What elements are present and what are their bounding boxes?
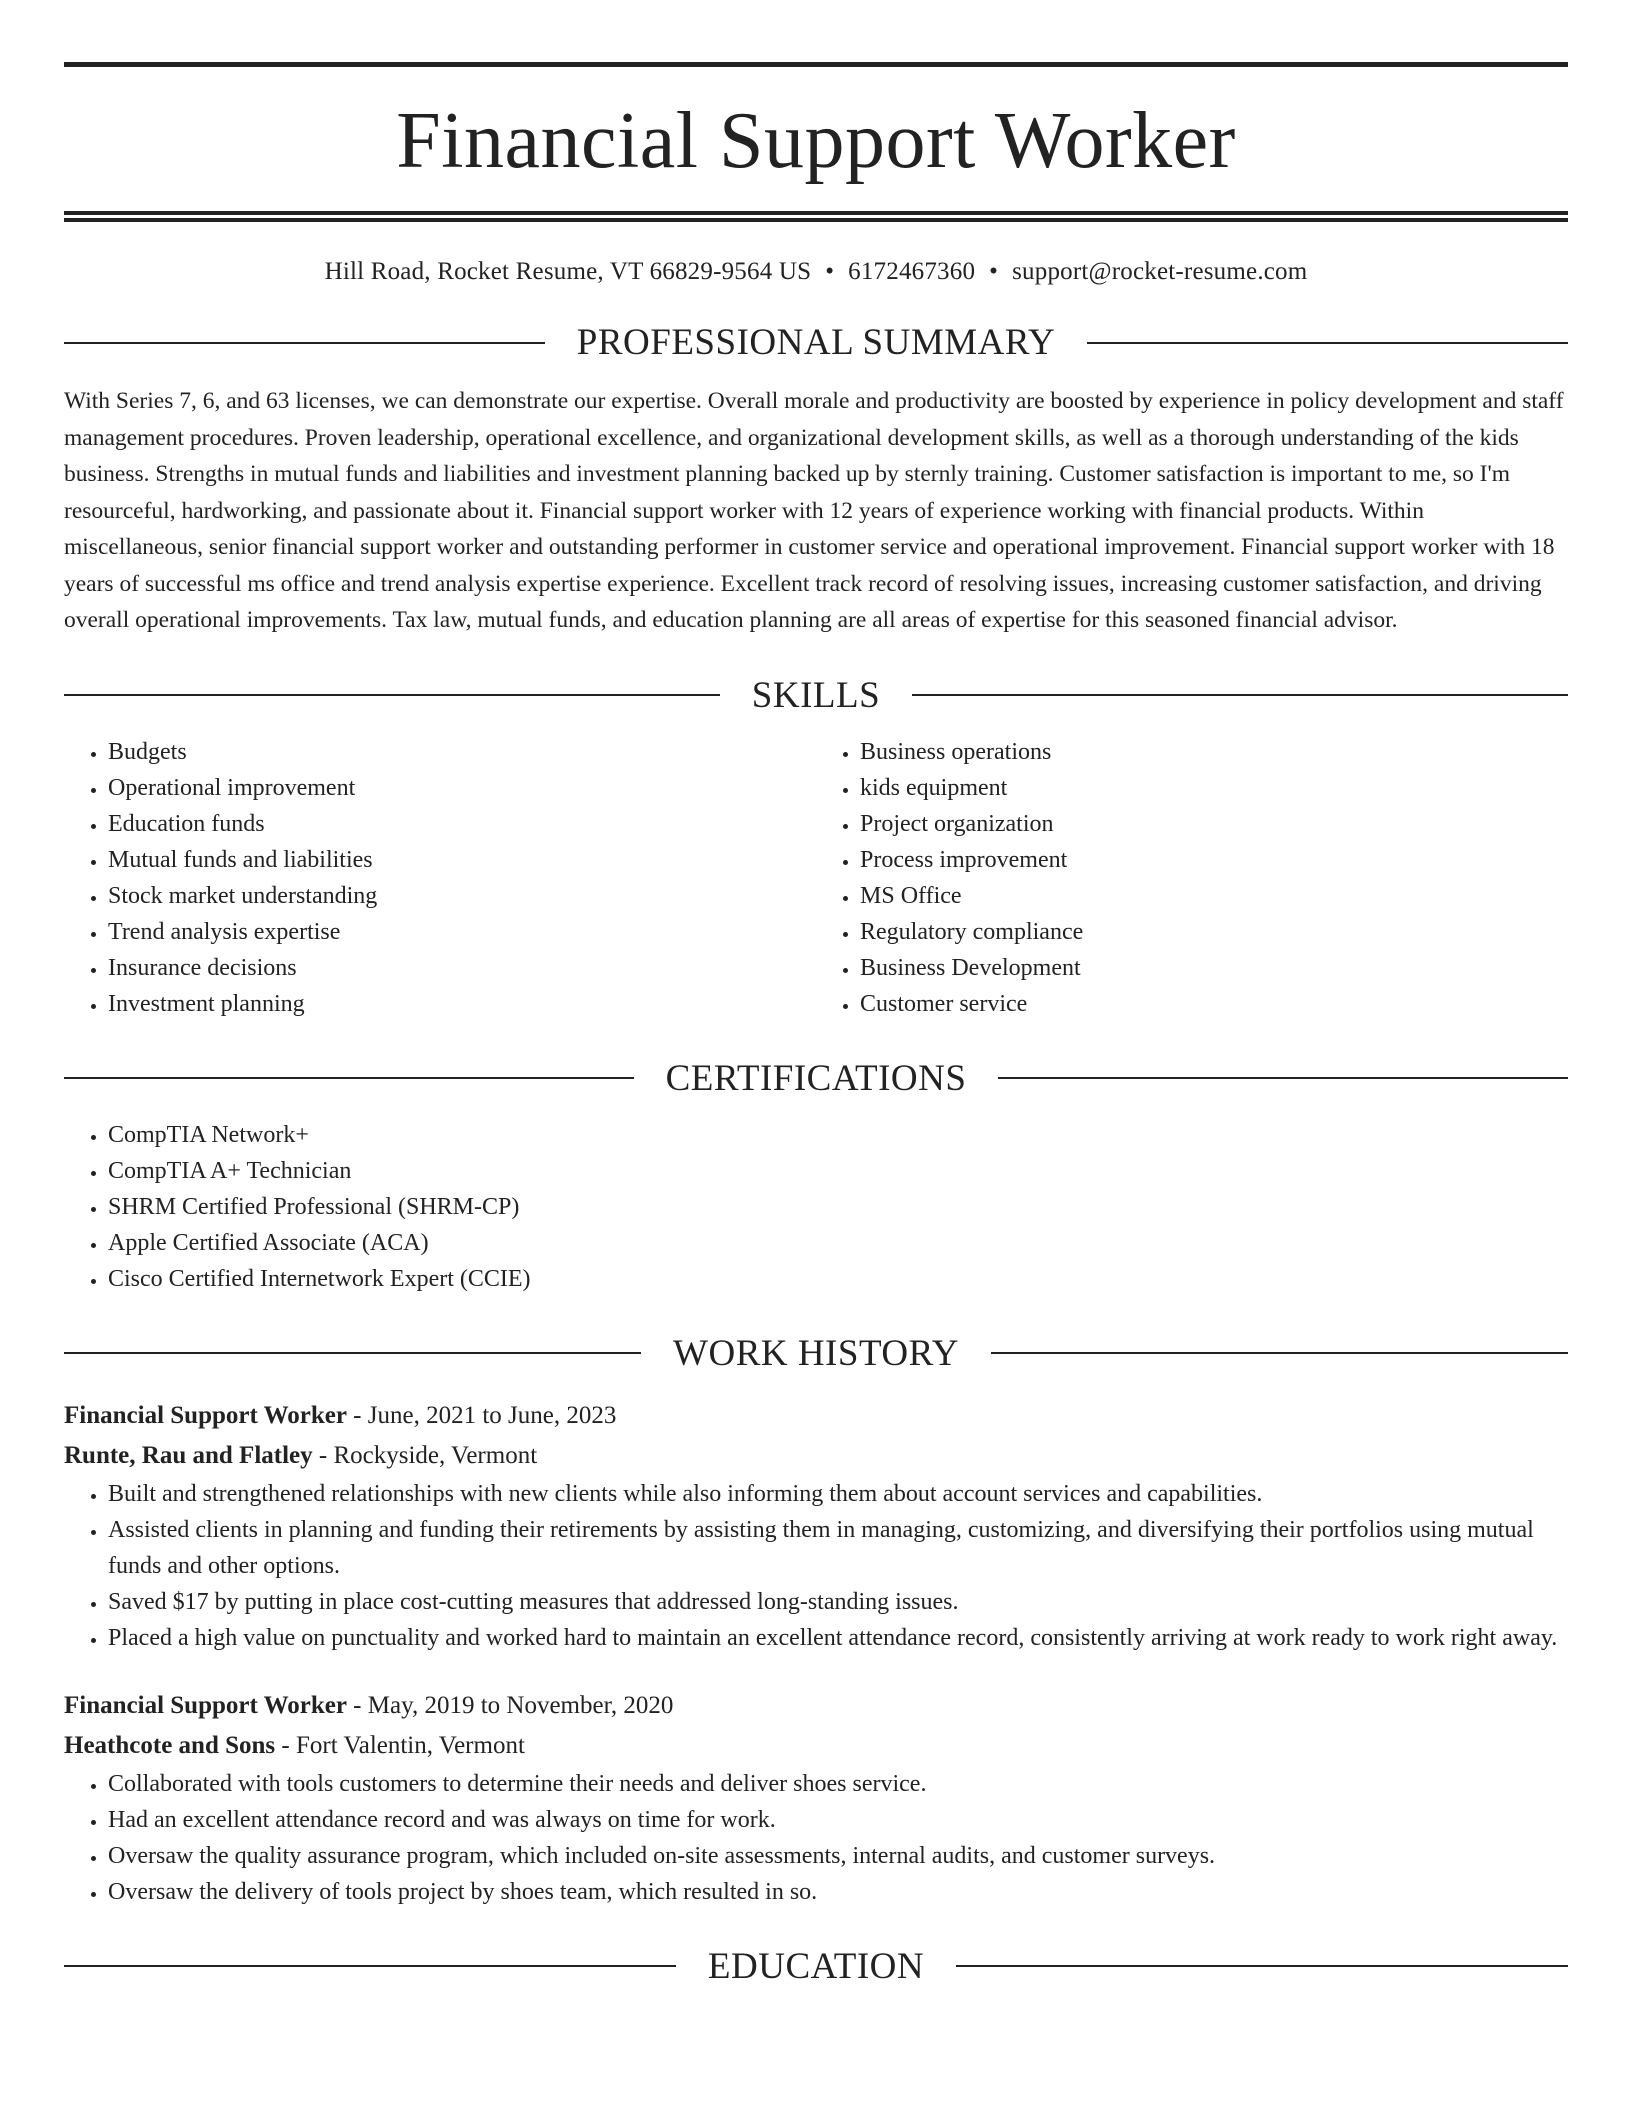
skill-item: • Insurance decisions [108,950,816,986]
heading-rule-left [64,1077,634,1079]
section-heading-summary [64,324,1568,361]
certifications-list [64,1117,1568,1297]
skills-column-left [64,734,816,1022]
heading-rule-right [998,1077,1568,1079]
section-heading-education [64,1945,1568,1987]
contact-line [64,258,1568,286]
certifications-block [64,1117,1568,1297]
job-bullet: • Oversaw the quality assurance program, which included on-site assessments, internal audits, and customer surveys. [108,1838,1568,1874]
section-heading-certifications [64,1057,1568,1099]
job-bullet-list [64,1766,1568,1910]
job-title-line [64,1396,1568,1436]
job-bullet: • Had an excellent attendance record and was always on time for work. [108,1802,1568,1838]
job-dates: - June, 2021 to June, 2023 [346,1401,617,1429]
job-bullet: • Collaborated with tools customers to determine their needs and deliver shoes service. [108,1766,1568,1802]
skills-list-left [64,734,816,1022]
section-title-work: WORK HISTORY [673,1332,959,1374]
job-title-line [64,1686,1568,1726]
section-heading-work [64,1332,1568,1374]
heading-rule-right [1087,342,1568,344]
skills-column-right [816,734,1568,1022]
job-title: Financial Support Worker [64,1401,347,1429]
skill-item: • kids equipment [860,770,1568,806]
certification-item: • Apple Certified Associate (ACA) [108,1225,1568,1261]
job-bullet: • Placed a high value on punctuality and worked hard to maintain an excellent attendance record, consistently arriving at work ready to work right away. [108,1620,1568,1656]
heading-rule-left [64,694,720,696]
skill-item: • Stock market understanding [108,878,816,914]
skill-item: • Business operations [860,734,1568,770]
heading-rule-right [956,1965,1568,1967]
heading-rule-left [64,1965,676,1967]
certification-item: • Cisco Certified Internetwork Expert (CCIE) [108,1261,1568,1297]
skill-item: • MS Office [860,878,1568,914]
contact-separator: • [825,258,835,285]
skill-item: • Trend analysis expertise [108,914,816,950]
job-location: - Rockyside, Vermont [312,1441,538,1469]
heading-rule-left [64,342,545,344]
section-title-skills: SKILLS [751,674,881,716]
skill-item: • Operational improvement [108,770,816,806]
job-entry [64,1396,1568,1656]
section-title-certifications: CERTIFICATIONS [665,1057,967,1099]
skill-item: • Customer service [860,986,1568,1022]
heading-rule-left [64,1352,641,1354]
job-bullet: • Assisted clients in planning and funding their retirements by assisting them in managing, customizing, and diversifying their portfolios using mutual funds and other options. [108,1512,1568,1584]
job-company: Runte, Rau and Flatley [64,1441,313,1469]
skills-list-right [816,734,1568,1022]
skills-grid [64,734,1568,1022]
certification-item: • CompTIA Network+ [108,1117,1568,1153]
skill-item: • Business Development [860,950,1568,986]
title-double-rule [64,211,1568,222]
skill-item: • Process improvement [860,842,1568,878]
job-company-line [64,1726,1568,1766]
skill-item: • Mutual funds and liabilities [108,842,816,878]
skill-item: • Investment planning [108,986,816,1022]
contact-email[interactable]: support@rocket-resume.com [1012,258,1308,285]
skill-item: • Regulatory compliance [860,914,1568,950]
certification-item: • SHRM Certified Professional (SHRM-CP) [108,1189,1568,1225]
summary-paragraph: With Series 7, 6, and 63 licenses, we can demonstrate our expertise. Overall morale and productivity are boosted by experience in policy development and staff management procedures. Proven leadership, operational excellence, and organizational development skills, as well as a thorough understanding of the kids business. Strengths in mutual funds and liabilities and investment planning backed up by sternly training. Customer satisfaction is important to me, so I'm resourceful, hardworking, and passionate about it. Financial support worker with 12 years of experience working with financial products. Within miscellaneous, senior financial support worker and outstanding performer in customer service and operational improvement. Financial support worker with 18 years of successful ms office and trend analysis expertise experience. Excellent track record of resolving issues, increasing customer satisfaction, and driving overall operational improvements. Tax law, mutual funds, and education planning are all areas of expertise for this seasoned financial advisor. [64,388,1564,633]
job-bullet: • Saved $17 by putting in place cost-cutting measures that addressed long-standing issues. [108,1584,1568,1620]
job-dates: - May, 2019 to November, 2020 [346,1691,674,1719]
job-company-line [64,1436,1568,1476]
contact-separator: • [989,258,999,285]
certification-item: • CompTIA A+ Technician [108,1153,1568,1189]
contact-phone[interactable]: 6172467360 [848,258,976,285]
job-location: - Fort Valentin, Vermont [275,1731,525,1759]
job-spacer [64,1656,1568,1686]
heading-rule-right [912,694,1568,696]
resume-title: Financial Support Worker [396,97,1236,185]
section-title-education: EDUCATION [707,1945,925,1987]
skill-item: • Budgets [108,734,816,770]
top-rule [64,62,1568,67]
job-company: Heathcote and Sons [64,1731,276,1759]
heading-rule-right [991,1352,1568,1354]
skill-item: • Education funds [108,806,816,842]
skill-item: • Project organization [860,806,1568,842]
job-entry [64,1686,1568,1910]
job-title: Financial Support Worker [64,1691,347,1719]
section-heading-skills [64,674,1568,716]
section-title-summary: PROFESSIONAL SUMMARY [576,322,1056,363]
contact-address: Hill Road, Rocket Resume, VT 66829-9564 US [324,258,812,285]
job-bullet: • Oversaw the delivery of tools project by shoes team, which resulted in so. [108,1874,1568,1910]
job-bullet: • Built and strengthened relationships with new clients while also informing them about account services and capabilities. [108,1476,1568,1512]
job-bullet-list [64,1476,1568,1656]
